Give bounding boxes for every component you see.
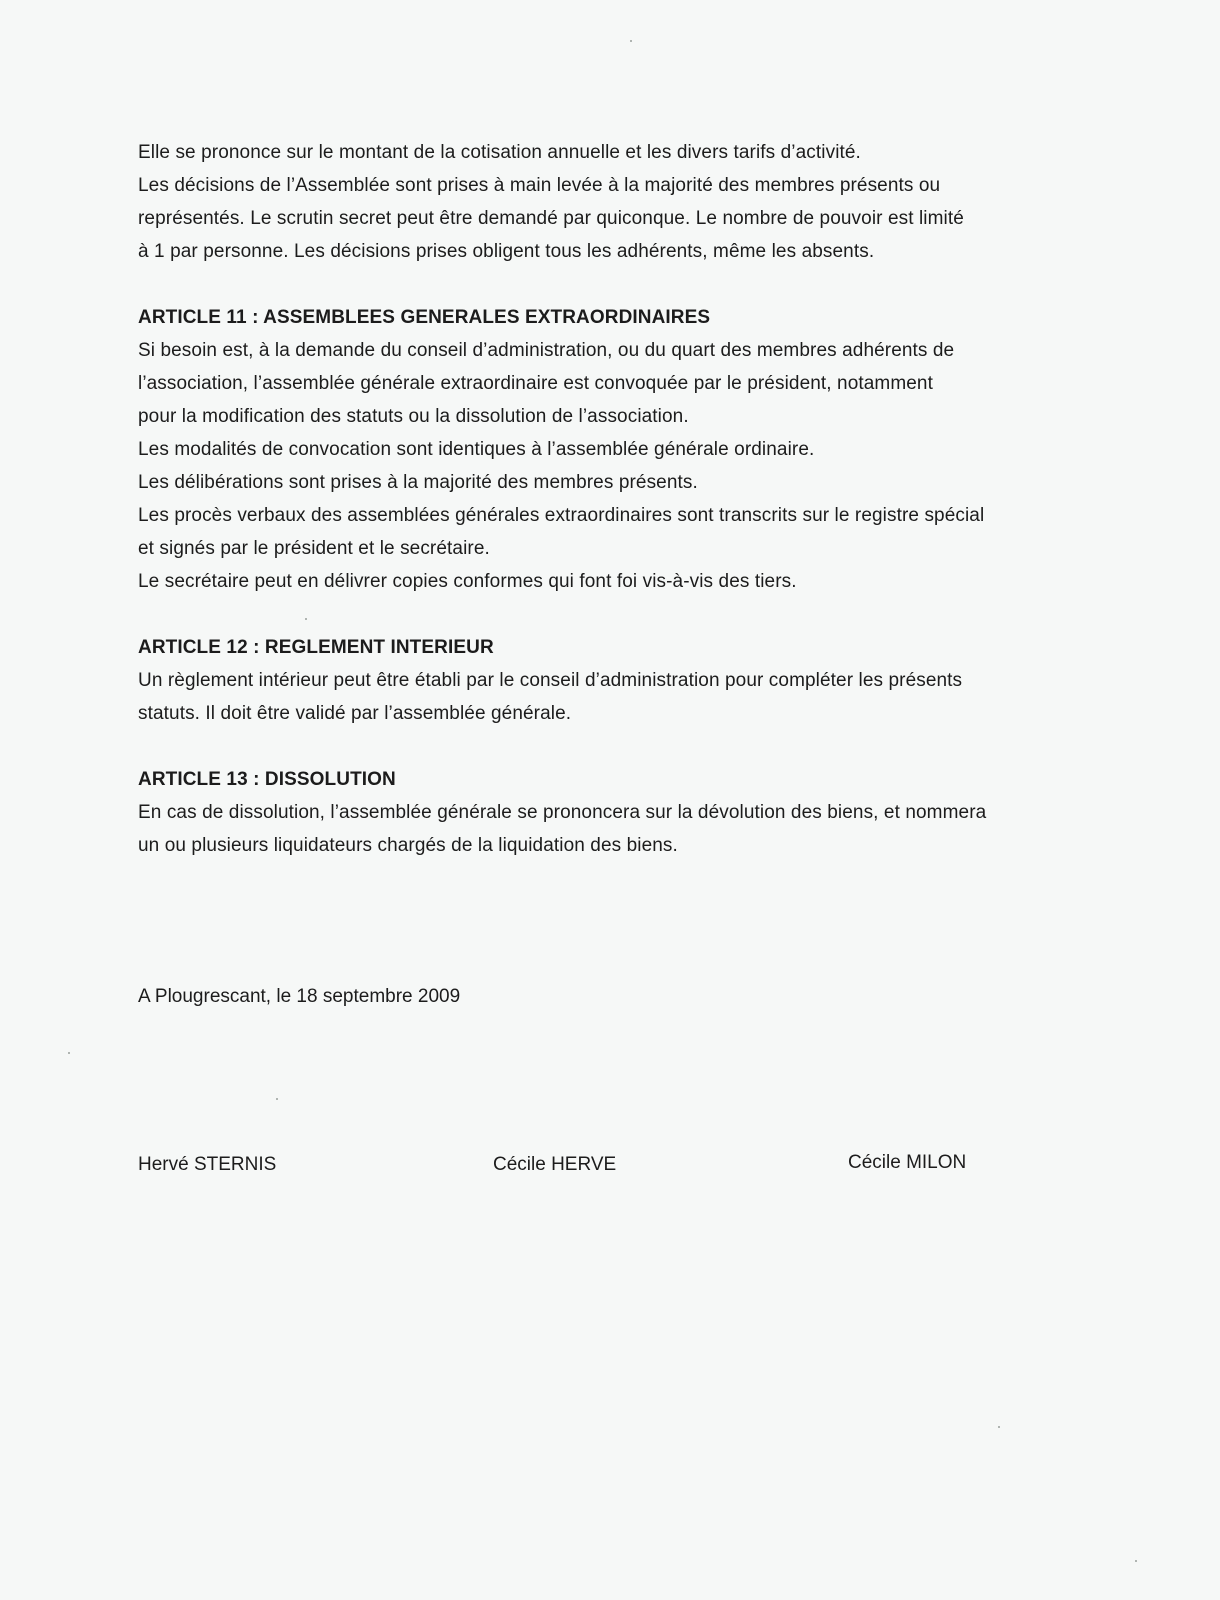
- article-11: [138, 301, 1118, 598]
- scan-speck: [305, 618, 307, 620]
- section-gap: [138, 268, 1118, 301]
- paragraph-voting: [138, 136, 1118, 268]
- text-line: En cas de dissolution, l’assemblée générale se prononcera sur la dévolution des biens, et nommera: [138, 802, 987, 823]
- signatory-name: Hervé STERNIS: [138, 1154, 277, 1175]
- article-11-heading: ARTICLE 11 : ASSEMBLEES GENERALES EXTRAORDINAIRES: [138, 307, 711, 328]
- scan-speck: [1135, 1560, 1137, 1562]
- text-line: un ou plusieurs liquidateurs chargés de la liquidation des biens.: [138, 835, 678, 856]
- text-line: statuts. Il doit être validé par l’assemblée générale.: [138, 703, 572, 724]
- place-and-date: A Plougrescant, le 18 septembre 2009: [138, 986, 461, 1007]
- article-12: [138, 631, 1118, 730]
- text-line: Les modalités de convocation sont identiques à l’assemblée générale ordinaire.: [138, 439, 815, 460]
- section-gap: [138, 730, 1118, 763]
- scan-speck: [630, 40, 632, 42]
- signatory-name: Cécile HERVE: [493, 1154, 617, 1175]
- text-line: Si besoin est, à la demande du conseil d’administration, ou du quart des membres adhérents de: [138, 340, 955, 361]
- text-line: pour la modification des statuts ou la dissolution de l’association.: [138, 406, 689, 427]
- article-13-heading: ARTICLE 13 : DISSOLUTION: [138, 769, 396, 790]
- article-13: [138, 763, 1118, 862]
- signatory-name: Cécile MILON: [848, 1152, 967, 1173]
- text-line: et signés par le président et le secrétaire.: [138, 538, 490, 559]
- text-line: l’association, l’assemblée générale extraordinaire est convoquée par le président, notamment: [138, 373, 933, 394]
- article-12-heading: ARTICLE 12 : REGLEMENT INTERIEUR: [138, 637, 494, 658]
- text-line: Les procès verbaux des assemblées générales extraordinaires sont transcrits sur le registre spécial: [138, 505, 985, 526]
- text-line: Les délibérations sont prises à la majorité des membres présents.: [138, 472, 698, 493]
- scan-speck: [68, 1052, 70, 1054]
- text-line: Le secrétaire peut en délivrer copies conformes qui font foi vis-à-vis des tiers.: [138, 571, 797, 592]
- section-gap: [138, 598, 1118, 631]
- scan-speck: [276, 1098, 278, 1100]
- scan-speck: [998, 1426, 1000, 1428]
- text-line: à 1 par personne. Les décisions prises obligent tous les adhérents, même les absents.: [138, 241, 875, 262]
- text-line: représentés. Le scrutin secret peut être demandé par quiconque. Le nombre de pouvoir est limité: [138, 208, 964, 229]
- text-line: Elle se prononce sur le montant de la cotisation annuelle et les divers tarifs d’activité.: [138, 142, 861, 163]
- text-line: Un règlement intérieur peut être établi par le conseil d’administration pour compléter les présents: [138, 670, 963, 691]
- document-body: [138, 136, 1118, 862]
- text-line: Les décisions de l’Assemblée sont prises à main levée à la majorité des membres présents ou: [138, 175, 941, 196]
